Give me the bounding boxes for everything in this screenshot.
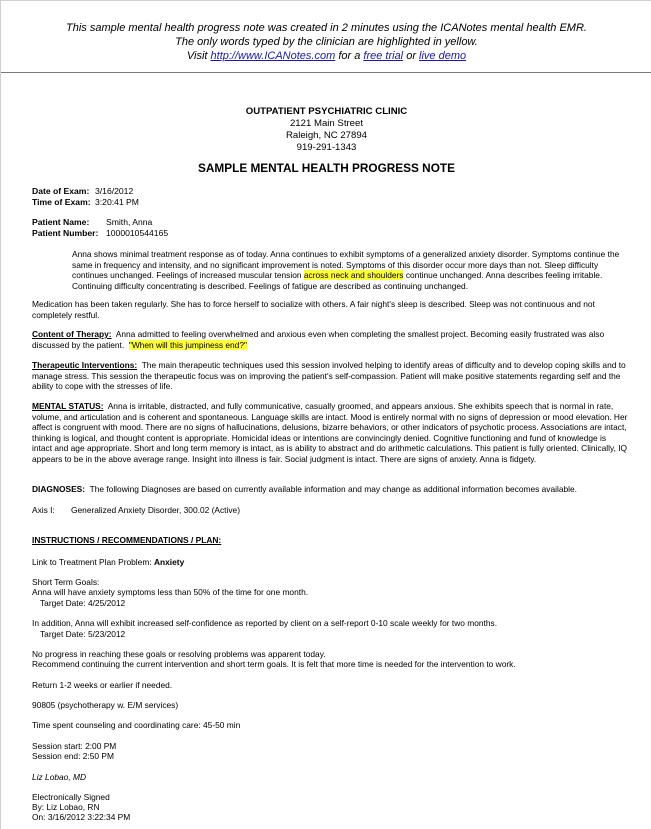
clinician-highlight: across neck and shoulders <box>303 270 404 281</box>
intro-or-text: or <box>406 50 416 62</box>
free-trial-link[interactable]: free trial <box>363 50 404 62</box>
time-spent: Time spent counseling and coordinating care: 45-50 min <box>32 720 241 730</box>
patient-number-row <box>32 228 168 239</box>
exam-date-row <box>32 186 133 197</box>
diagnoses-heading: DIAGNOSES: <box>32 484 86 494</box>
summary-paragraph: Anna shows minimal treatment response as of today. Anna continues to exhibit symptoms of a generalized anxiety disorder. Symptoms continue the same in frequency and intensity, and no significant improvement is noted. Symptoms of this disorder occur more days than not. Sleep difficulty continues unchanged. Feelings of increased muscular tension across neck and shoulders continue unchanged. Anna describes feeling irritable. Continuing difficulty concentrating is described. Feelings of fatigue are described as continuing unchanged. <box>72 249 620 291</box>
patient-name-label: Patient Name: <box>32 217 90 227</box>
billing-code: 90805 (psychotherapy w. E/M services) <box>32 700 179 710</box>
content-of-therapy: Content of Therapy: Anna admitted to feeling overwhelmed and anxious even when completing the smallest project. Becoming easily frustrated was also discussed by the patient. "When will this jumpiness end?" <box>32 329 605 350</box>
exam-time-row <box>32 197 139 208</box>
page-title: SAMPLE MENTAL HEALTH PROGRESS NOTE <box>198 161 455 175</box>
exam-time-value: 3:20:41 PM <box>95 197 139 207</box>
icanotes-site-link[interactable]: http://www.ICANotes.com <box>210 50 336 62</box>
return-instructions: Return 1-2 weeks or earlier if needed. <box>32 680 173 690</box>
plan-heading: INSTRUCTIONS / RECOMMENDATIONS / PLAN: <box>32 535 222 545</box>
mental-status: MENTAL STATUS: Anna is irritable, distracted, and fully communicative, casually groomed, and appears anxious. She exhibits speech that is normal in rate, volume, and articulation and is coherent and spontaneous. Language skills are intact. Mood is entirely normal with no signs of depression or mood elevation. Her affect is congruent with mood. There are no signs of hallucinations, delusions, bizarre behaviors, or other indicators of psychotic process. Associations are intact, thinking is logical, and thought content is appropriate. Homicidal ideas or intentions are convincingly denied. Cognitive functioning and fund of knowledge is intact and age appropriate. Short and long term memory is intact, as is ability to abstract and do arithmetic calculations. This patient is fully oriented. Clinically, IQ appears to be in the above average range. Insight into illness is fair. Social judgment is intact. There are signs of anxiety. Anna is fidgety. <box>32 401 628 464</box>
intro-visit-text: Visit <box>186 50 208 62</box>
patient-name-row <box>32 217 152 228</box>
goal-2-target: Target Date: 5/23/2012 <box>40 629 126 639</box>
treatment-plan-link: Link to Treatment Plan Problem: Anxiety <box>32 557 185 567</box>
clinic-address-2: Raleigh, NC 27894 <box>285 130 368 141</box>
goal-2: In addition, Anna will exhibit increased self-confidence as reported by client on a self-report 0-10 scale weekly for two months. <box>32 618 498 628</box>
patient-name-value: Smith, Anna <box>106 217 153 227</box>
live-demo-link[interactable]: live demo <box>419 50 467 62</box>
goal-1-target: Target Date: 4/25/2012 <box>40 598 126 608</box>
intro-line-3 <box>1 49 651 64</box>
exam-date-label: Date of Exam: <box>32 186 90 196</box>
mental-status-heading: MENTAL STATUS: <box>32 401 104 411</box>
intro-divider <box>1 72 651 73</box>
signed-on: On: 3/16/2012 3:22:34 PM <box>32 812 131 822</box>
short-term-goals-heading: Short Term Goals: <box>32 577 100 587</box>
session-start: Session start: 2:00 PM <box>32 741 117 751</box>
session-end: Session end: 2:50 PM <box>32 751 114 761</box>
clinician-quote-highlight: "When will this jumpiness end?" <box>128 339 247 350</box>
medication-paragraph: Medication has been taken regularly. She has to force herself to socialize with others. A fair night's sleep is described. Sleep was not continuous and not completely restful. <box>32 299 595 320</box>
recommendation: Recommend continuing the current intervention and short term goals. It is felt that more time is needed for the intervention to work. <box>32 659 516 669</box>
exam-date-value: 3/16/2012 <box>95 186 134 196</box>
progress-statement: No progress in reaching these goals or resolving problems was apparent today. <box>32 649 326 659</box>
axis-one: Axis I: Generalized Anxiety Disorder, 300.02 (Active) <box>32 505 240 515</box>
clinician-name: Liz Lobao, MD <box>32 772 86 782</box>
intro-for-a-text: for a <box>338 50 361 62</box>
patient-number-value: 1000010544165 <box>106 228 169 238</box>
clinic-address-1: 2121 Main Street <box>289 118 364 129</box>
electronic-signature-label: Electronically Signed <box>32 792 110 802</box>
signed-by: By: Liz Lobao, RN <box>32 802 100 812</box>
intro-line-2: The only words typed by the clinician are highlighted in yellow. <box>175 36 478 48</box>
exam-time-label: Time of Exam: <box>32 197 91 207</box>
content-therapy-heading: Content of Therapy: <box>32 329 112 339</box>
goal-1: Anna will have anxiety symptoms less than 50% of the time for one month. <box>32 587 309 597</box>
patient-number-label: Patient Number: <box>32 228 99 238</box>
therapeutic-interventions: Therapeutic Interventions: The main therapeutic techniques used this session involved helping to identify areas of difficulty and to develop coping skills and to manage stress. This session the therapeutic focus was on improving the patient's self-compassion. Patient will make positive statements regarding self and the ability to cope with the stresses of life. <box>32 360 626 392</box>
clinic-phone: 919-291-1343 <box>296 142 357 153</box>
intro-line-1: This sample mental health progress note was created in 2 minutes using the ICANotes mental health EMR. <box>66 22 587 34</box>
clinic-name: OUTPATIENT PSYCHIATRIC CLINIC <box>245 106 408 117</box>
interventions-heading: Therapeutic Interventions: <box>32 360 138 370</box>
diagnoses: DIAGNOSES: The following Diagnoses are based on currently available information and may change as additional information becomes available. <box>32 484 578 494</box>
